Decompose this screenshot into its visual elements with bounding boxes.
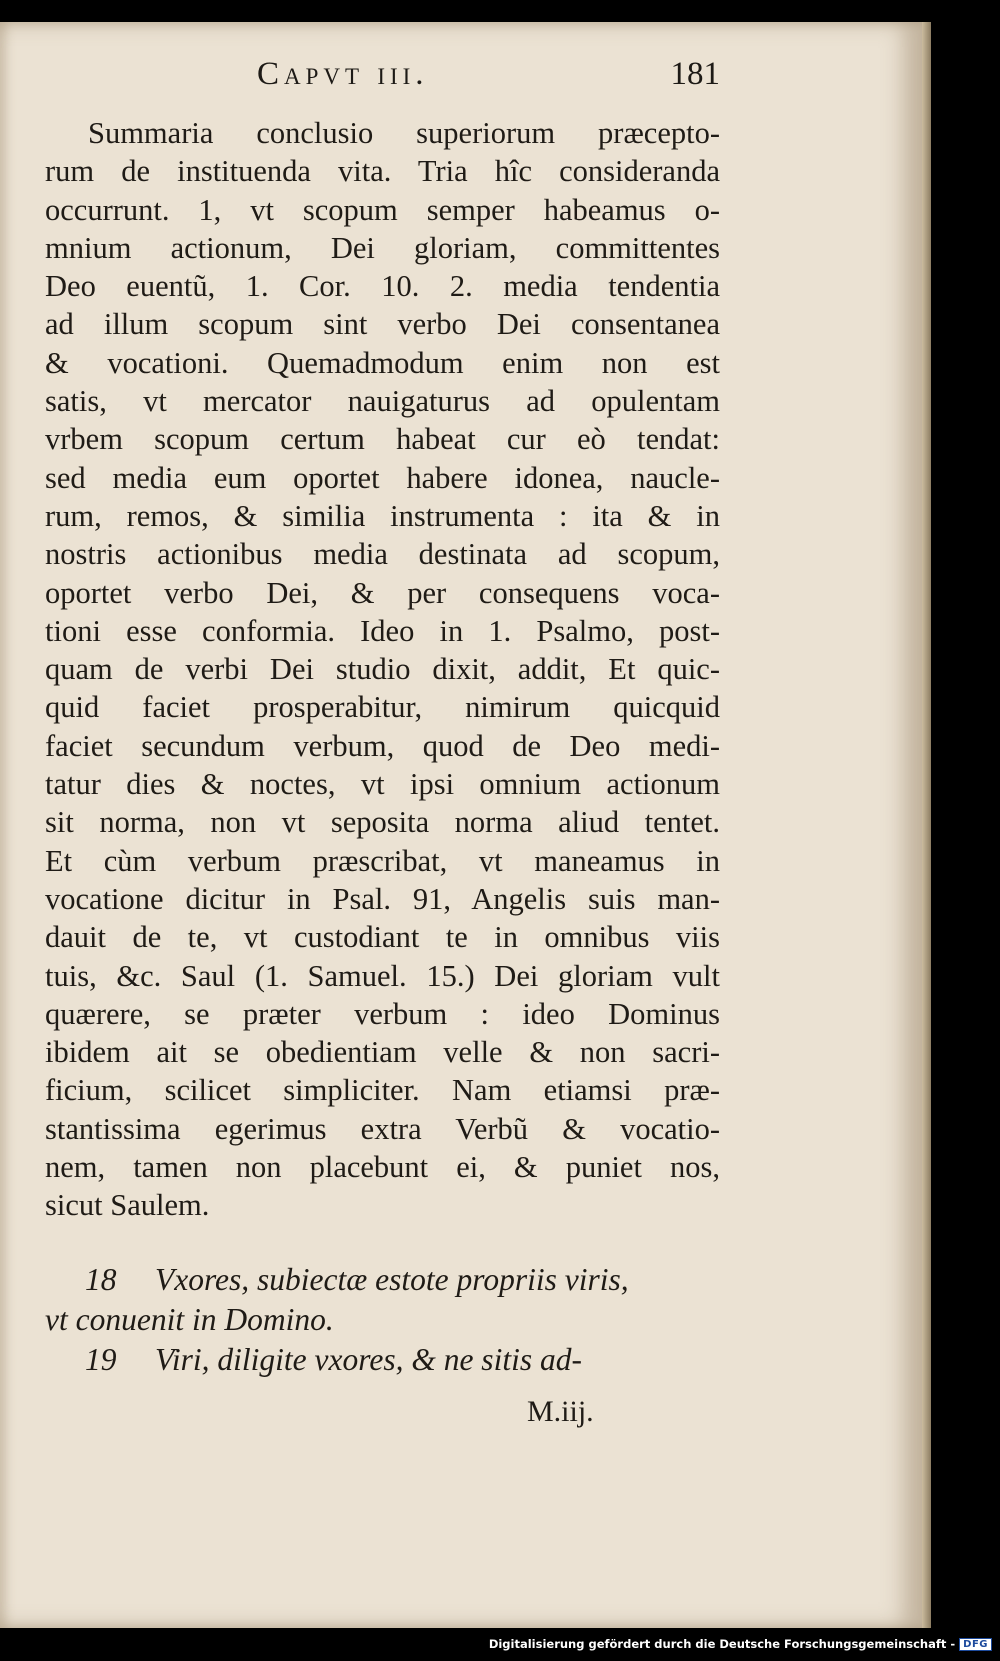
- text-line: quærere, se præter verbum : ideo Dominus: [45, 996, 720, 1031]
- funding-text: Digitalisierung gefördert durch die Deutsche Forschungsgemeinschaft -: [488, 1637, 956, 1651]
- verse-block: [45, 1260, 720, 1380]
- verse-text: vt conuenit in Domino.: [45, 1302, 334, 1337]
- text-line: sicut Saulem.: [45, 1188, 210, 1223]
- text-line: ad illum scopum sint verbo Dei consentanea: [45, 307, 720, 342]
- text-line: ibidem ait se obedientiam velle & non sacri-: [45, 1035, 720, 1070]
- text-line: stantissima egerimus extra Verbũ & vocatio-: [45, 1111, 720, 1146]
- page-edge: [922, 22, 931, 1628]
- verse-text: Viri, diligite vxores, & ne sitis ad-: [155, 1342, 582, 1377]
- verse-text: Vxores, subiectæ estote propriis viris,: [155, 1262, 629, 1297]
- text-line: nem, tamen non placebunt ei, & puniet nos,: [45, 1150, 720, 1185]
- text-line: quid faciet prosperabitur, nimirum quicquid: [45, 690, 720, 725]
- text-line: Et cùm verbum præscribat, vt maneamus in: [45, 843, 720, 878]
- text-line: tuis, &c. Saul (1. Samuel. 15.) Dei gloriam vult: [45, 958, 720, 993]
- text-line: Summaria conclusio superiorum præcepto-: [88, 116, 720, 150]
- funding-footer: [489, 1633, 992, 1655]
- verse-line: [45, 1340, 720, 1380]
- text-line: sit norma, non vt seposita norma aliud tentet.: [45, 805, 720, 840]
- text-line: tatur dies & noctes, vt ipsi omnium actionum: [45, 767, 720, 802]
- text-line: quam de verbi Dei studio dixit, addit, Et quic-: [45, 652, 720, 687]
- text-line: vrbem scopum certum habeat cur eò tendat:: [45, 422, 720, 457]
- text-line: nostris actionibus media destinata ad scopum,: [45, 537, 720, 572]
- verse-number: 19: [85, 1342, 117, 1377]
- text-line: oportet verbo Dei, & per consequens voca-: [45, 575, 720, 610]
- verse-line: [45, 1260, 720, 1300]
- running-head: [45, 56, 720, 96]
- text-line: sed media eum oportet habere idonea, naucle-: [45, 460, 720, 495]
- text-line: Deo euentũ, 1. Cor. 10. 2. media tendentia: [45, 269, 720, 304]
- text-line: & vocationi. Quemadmodum enim non est: [45, 345, 720, 380]
- dfg-logo: DFG: [959, 1638, 992, 1651]
- text-line: tioni esse conformia. Ideo in 1. Psalmo, post-: [45, 613, 720, 648]
- text-line: rum, remos, & similia instrumenta : ita & in: [45, 498, 720, 533]
- text-line: dauit de te, vt custodiant te in omnibus viis: [45, 920, 720, 955]
- verse-number: 18: [85, 1262, 117, 1297]
- page-number: 181: [670, 56, 720, 92]
- signature-mark: M.iij.: [527, 1395, 594, 1428]
- chapter-title: Capvt iii.: [257, 56, 429, 92]
- verse-line: [45, 1300, 720, 1340]
- text-line: satis, vt mercator nauigaturus ad opulentam: [45, 384, 720, 419]
- text-line: vocatione dicitur in Psal. 91, Angelis suis man-: [45, 881, 720, 916]
- text-line: rum de instituenda vita. Tria hîc consideranda: [45, 154, 720, 189]
- text-line: mnium actionum, Dei gloriam, committentes: [45, 230, 720, 265]
- text-line: faciet secundum verbum, quod de Deo medi-: [45, 728, 720, 763]
- text-line: occurrunt. 1, vt scopum semper habeamus o-: [45, 192, 720, 227]
- text-line: ficium, scilicet simpliciter. Nam etiamsi præ-: [45, 1073, 720, 1108]
- body-text: [45, 114, 720, 1225]
